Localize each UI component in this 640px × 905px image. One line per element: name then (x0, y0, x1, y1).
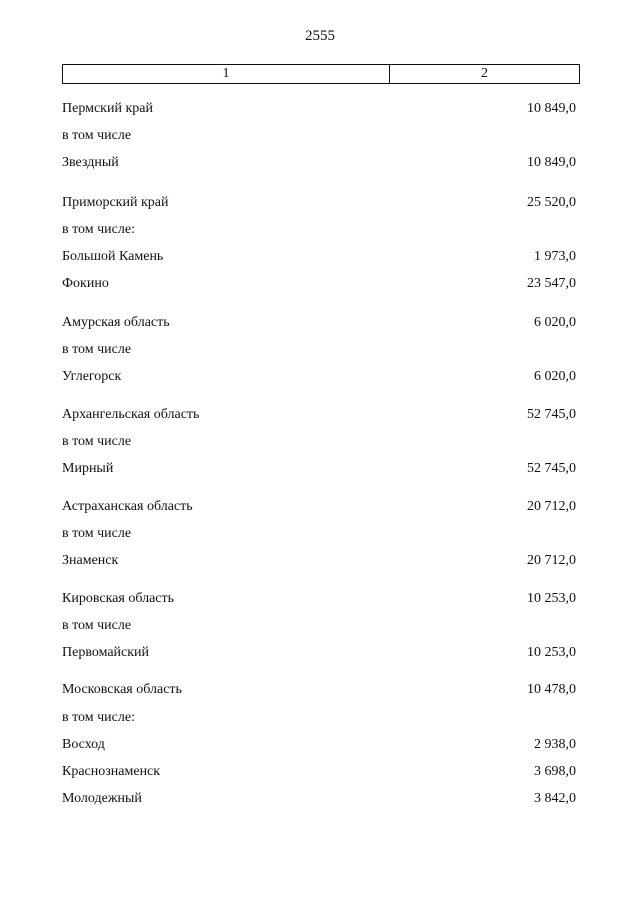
table-row (62, 313, 576, 333)
row-value: 23 547,0 (527, 276, 576, 291)
row-value: 10 253,0 (527, 591, 576, 606)
table-row (62, 193, 576, 213)
row-value: 20 712,0 (527, 553, 576, 568)
row-label: в том числе (62, 434, 132, 449)
table-row (62, 220, 576, 240)
row-label: Большой Камень (62, 249, 164, 264)
table-row (62, 643, 576, 663)
row-value: 10 253,0 (527, 645, 576, 660)
table-header (62, 64, 580, 84)
row-value: 25 520,0 (527, 195, 576, 210)
table-row (62, 99, 576, 119)
row-label: Знаменск (62, 553, 119, 568)
row-value: 6 020,0 (534, 369, 576, 384)
row-label: Молодежный (62, 791, 142, 806)
table-row (62, 153, 576, 173)
row-value: 10 849,0 (527, 101, 576, 116)
row-label: Первомайский (62, 645, 150, 660)
row-value: 3 698,0 (534, 764, 576, 779)
row-label: Астраханская область (62, 499, 193, 514)
table-row (62, 551, 576, 571)
row-label: Архангельская область (62, 407, 200, 422)
table-row (62, 735, 576, 755)
table-row (62, 367, 576, 387)
row-label: Амурская область (62, 315, 170, 330)
row-label: Московская область (62, 682, 182, 697)
row-label: в том числе: (62, 710, 135, 725)
row-label: Углегорск (62, 369, 122, 384)
row-label: Краснознаменск (62, 764, 161, 779)
row-label: Приморский край (62, 195, 169, 210)
row-label: Пермский край (62, 101, 153, 116)
row-label: Кировская область (62, 591, 175, 606)
row-label: в том числе (62, 526, 132, 541)
row-value: 20 712,0 (527, 499, 576, 514)
table-row (62, 589, 576, 609)
row-label: в том числе (62, 128, 132, 143)
table-row (62, 432, 576, 452)
row-value: 10 478,0 (527, 682, 576, 697)
table-row (62, 708, 576, 728)
table-row (62, 274, 576, 294)
page-number: 2555 (305, 28, 335, 44)
table-row (62, 126, 576, 146)
row-value: 2 938,0 (534, 737, 576, 752)
table-row (62, 497, 576, 517)
table-row (62, 680, 576, 700)
table-row (62, 247, 576, 267)
row-value: 6 020,0 (534, 315, 576, 330)
row-label: Восход (62, 737, 105, 752)
column-header-2: 2 (481, 66, 488, 81)
row-label: в том числе: (62, 222, 135, 237)
table-row (62, 789, 576, 809)
table-row (62, 762, 576, 782)
table-row (62, 459, 576, 479)
table-row (62, 524, 576, 544)
row-label: в том числе (62, 618, 132, 633)
row-label: Звездный (62, 155, 119, 170)
row-label: в том числе (62, 342, 132, 357)
row-value: 52 745,0 (527, 461, 576, 476)
row-label: Фокино (62, 276, 109, 291)
table-row (62, 616, 576, 636)
row-value: 3 842,0 (534, 791, 576, 806)
row-value: 10 849,0 (527, 155, 576, 170)
column-header-1: 1 (63, 65, 390, 83)
table-row (62, 340, 576, 360)
row-value: 52 745,0 (527, 407, 576, 422)
row-label: Мирный (62, 461, 114, 476)
row-value: 1 973,0 (534, 249, 576, 264)
table-row (62, 405, 576, 425)
